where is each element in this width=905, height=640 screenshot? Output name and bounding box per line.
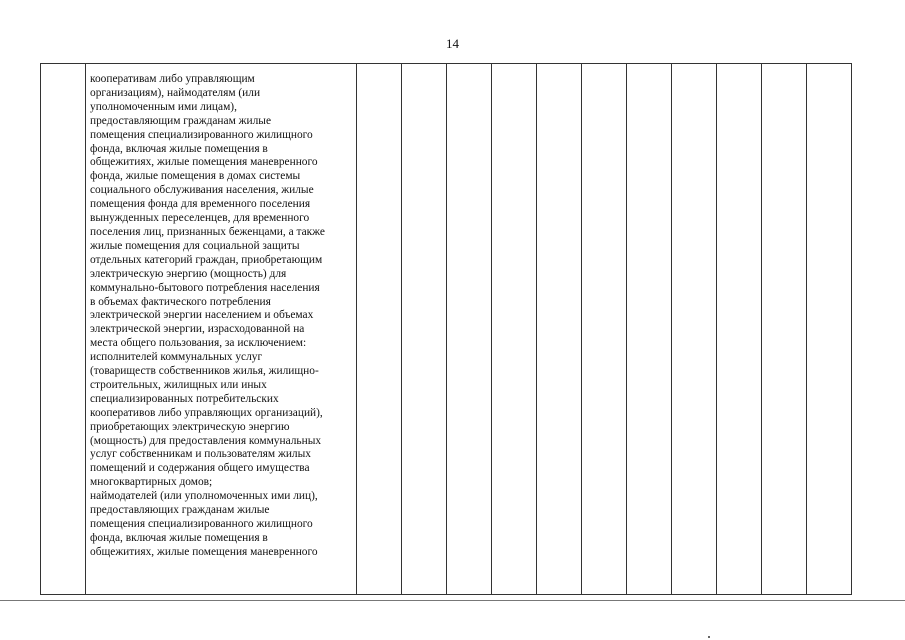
row-number-cell [41,64,86,595]
value-cell-5 [537,64,582,595]
value-cell-7 [627,64,672,595]
description-cell [86,64,357,595]
value-cell-1 [357,64,402,595]
tariff-table [40,63,852,595]
value-cell-3 [447,64,492,595]
scan-edge-line [0,600,905,601]
value-cell-2 [402,64,447,595]
table-row [41,64,852,595]
value-cell-4 [492,64,537,595]
scan-speck [708,636,710,638]
value-cell-11 [807,64,852,595]
page-number: 14 [446,36,459,51]
description-text: кооперативам либо управляющим организациям), наймодателям (или уполномоченным ими лицам), предоставляющим гражданам жилые помещения специализированного жилищного фонда, включая жилые помещения в общежитиях, жилые помещения маневренного фонда, жилые помещения в домах системы социального обслуживания населения, жилые помещения фонда для временного поселения вынужденных переселенцев, для временного поселения лиц, признанных беженцами, а также жилые помещения для социальной защиты отдельных категорий граждан, приобретающим электрическую энергию (мощность) для коммунально-бытового потребления населения в объемах фактического потребления электрической энергии населением и объемах электрической энергии, израсходованной на места общего пользования, за исключением: исполнителей коммунальных услуг (товариществ собственников жилья, жилищно- строительных, жилищных или иных специализированных потребительских кооперативов либо управляющих организаций), приобретающих электрическую энергию (мощность) для предоставления коммунальных услуг собственникам и пользователям жилых помещений и содержания общего имущества многоквартирных домов; наймодателей (или уполномоченных ими лиц), предоставляющих гражданам жилые помещения специализированного жилищного фонда, включая жилые помещения в общежитиях, жилые помещения маневренного [90,73,325,558]
value-cell-8 [672,64,717,595]
value-cell-9 [717,64,762,595]
value-cell-10 [762,64,807,595]
value-cell-6 [582,64,627,595]
